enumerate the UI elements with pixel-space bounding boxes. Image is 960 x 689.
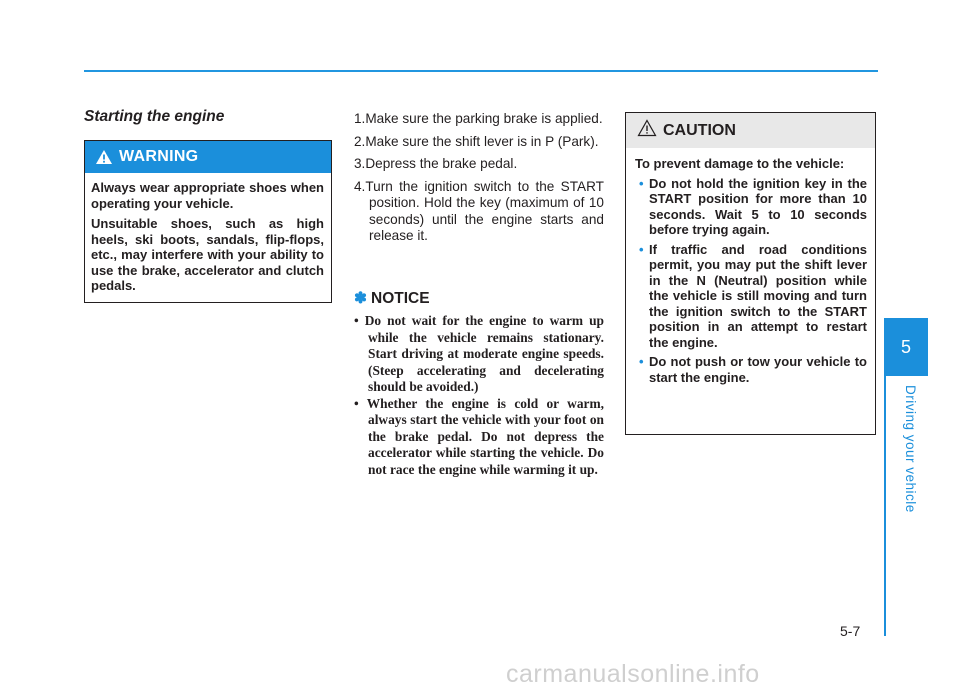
warning-paragraph: Unsuitable shoes, such as high heels, ski boots, sandals, flip-flops, etc., may interfere with your ability to use the brake, accelerator and clutch pedals. <box>91 216 324 293</box>
warning-triangle-icon <box>95 149 113 165</box>
section-title: Starting the engine <box>84 108 225 125</box>
caution-header <box>626 113 875 148</box>
step-item: 2.Make sure the shift lever is in P (Park). <box>354 133 599 149</box>
caution-box <box>625 112 876 435</box>
warning-label: WARNING <box>119 148 199 165</box>
warning-header <box>85 141 331 173</box>
step-item: 1.Make sure the parking brake is applied. <box>354 111 603 126</box>
notice-list <box>354 313 604 478</box>
caution-item <box>635 354 867 385</box>
chapter-label: Driving your vehicle <box>903 385 918 513</box>
caution-list <box>635 176 867 386</box>
notice-item: • Do not wait for the engine to warm up while the vehicle remains stationary. Start driving at moderate engine speeds. (Steep accelerating and decelerating should be avoided.) <box>354 313 604 394</box>
caution-item <box>635 176 867 238</box>
bullet-icon: • <box>639 175 644 191</box>
notice-label: NOTICE <box>371 290 430 307</box>
caution-label: CAUTION <box>663 121 736 139</box>
caution-item <box>635 242 867 351</box>
warning-paragraph: Always wear appropriate shoes when operating your vehicle. <box>91 180 324 211</box>
warning-box <box>84 140 332 303</box>
top-rule <box>84 70 878 72</box>
caution-body <box>626 148 875 385</box>
warning-body <box>85 173 331 294</box>
step-item: 3.Depress the brake pedal. <box>354 156 518 171</box>
page-number: 5-7 <box>840 623 861 639</box>
caution-item-text: Do not hold the ignition key in the START position for more than 10 seconds. Wait 5 to 10 seconds before trying again. <box>649 175 867 237</box>
caution-triangle-icon <box>637 119 657 137</box>
chapter-line-bar <box>884 376 886 636</box>
steps-list <box>354 111 604 251</box>
chapter-tab <box>884 318 928 376</box>
caution-item-text: Do not push or tow your vehicle to start the engine. <box>649 354 867 385</box>
caution-intro: To prevent damage to the vehicle: <box>635 156 845 171</box>
bullet-icon: • <box>639 354 644 369</box>
chapter-number: 5 <box>900 336 911 357</box>
notice-star-icon: ✽ <box>354 290 367 307</box>
notice-title <box>354 289 430 308</box>
notice-item: • Whether the engine is cold or warm, always start the vehicle with your foot on the brake pedal. Do not depress the accelerator while starting the vehicle. Do not race the engine while warming it up. <box>354 395 604 477</box>
bullet-icon: • <box>639 241 644 257</box>
caution-item-text: If traffic and road conditions permit, you may put the shift lever in the N (Neutral) position while the vehicle is still moving and turn the ignition switch to the START position in an attempt to restart the engine. <box>649 241 867 350</box>
watermark: carmanualsonline.info <box>506 660 760 688</box>
step-item: 4.Turn the ignition switch to the START position. Hold the key (maximum of 10 seconds) until the engine starts and release it. <box>354 178 604 243</box>
